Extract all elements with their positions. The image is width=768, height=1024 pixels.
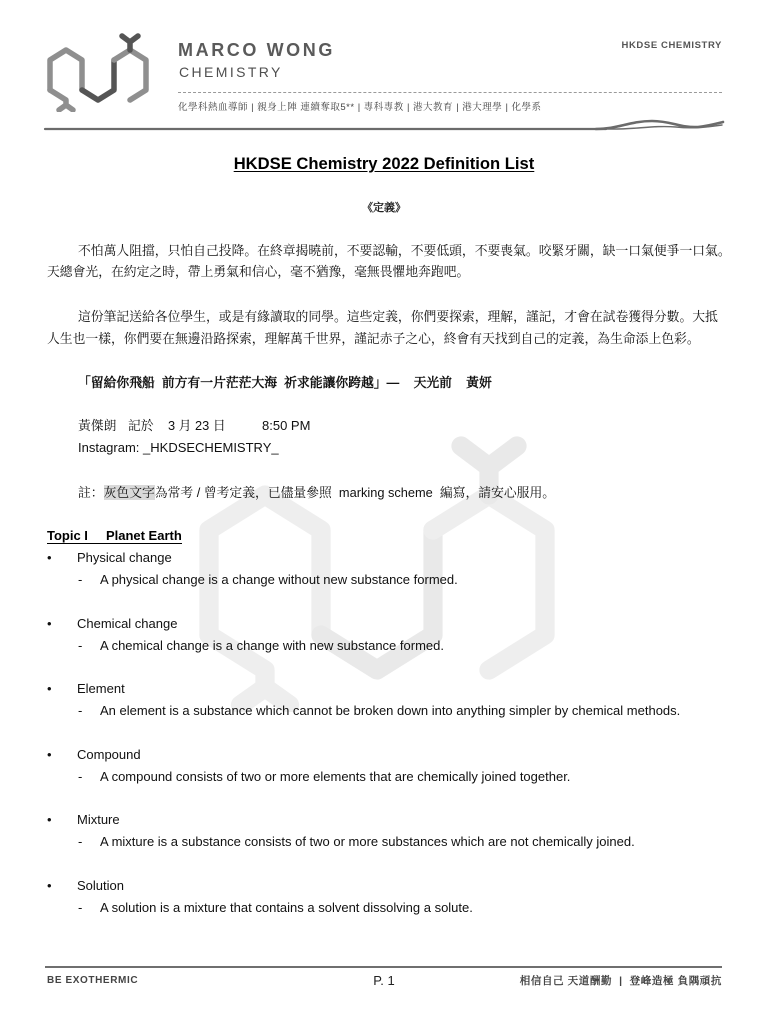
bullet-icon: •	[47, 877, 52, 893]
note-line	[78, 485, 555, 501]
dash-marker: -	[78, 899, 83, 915]
bullet-icon: •	[47, 550, 52, 565]
definition-text: A solution is a mixture that contains a solvent dissolving a solute.	[100, 899, 473, 915]
document-title: HKDSE Chemistry 2022 Definition List	[233, 154, 535, 173]
definition-item	[47, 812, 727, 850]
dash-marker: -	[78, 768, 83, 784]
bullet-icon: •	[47, 746, 52, 762]
signature-line	[78, 418, 378, 434]
dash-marker: -	[78, 834, 83, 850]
signature-author: 黃傑朗	[78, 418, 117, 433]
topic-label: Topic I	[47, 528, 88, 543]
brand-subtitle: CHEMISTRY	[179, 64, 283, 80]
dash-marker: -	[78, 637, 83, 653]
definition-row	[47, 834, 727, 850]
definition-row	[47, 769, 727, 785]
header-wave-divider	[0, 112, 768, 138]
topic-name: Planet Earth	[105, 528, 182, 543]
definition-row	[47, 572, 727, 588]
bullet-icon: •	[47, 615, 52, 631]
definition-list	[47, 550, 727, 944]
bullet-icon: •	[47, 681, 52, 697]
quote-line: 「留給你飛船 前方有一片茫茫大海 祈求能讓你跨越」— 天光前 黃妍	[78, 375, 492, 390]
intro-paragraph-2-line-1: 這份筆記送給各位學生，或是有緣讀取的同學。這些定義，你們要探索，理解，謹記，才會在試卷獲得分數。大抵	[78, 309, 718, 324]
dash-marker: -	[78, 703, 83, 719]
definition-item	[47, 878, 727, 916]
term: Physical change	[77, 550, 172, 565]
definition-text: A compound consists of two or more elements that are chemically joined together.	[100, 768, 571, 784]
footer-slogan: BE EXOTHERMIC	[47, 975, 139, 986]
term-row	[47, 550, 727, 566]
brand-name: MARCO WONG	[178, 40, 335, 60]
term: Compound	[77, 746, 141, 762]
header-tag: HKDSE CHEMISTRY	[621, 40, 722, 51]
definition-text: A physical change is a change without new substance formed.	[100, 572, 458, 587]
signature-time: 8:50 PM	[262, 418, 311, 433]
definition-text: A mixture is a substance consists of two or more substances which are not chemically joined.	[100, 834, 635, 850]
note-text: 為常考 / 曾考定義，已儘量參照 marking scheme 編寫，請安心服用。	[154, 485, 556, 500]
bullet-icon: •	[47, 812, 52, 828]
instagram-handle: Instagram: _HKDSECHEMISTRY_	[78, 440, 279, 455]
note-highlight: 灰色文字	[103, 485, 155, 500]
footer-motto: 相信自己 天道酬勤 | 登峰造極 負隅頑抗	[519, 975, 722, 987]
intro-paragraph-1-line-2: 天總會光，在約定之時，帶上勇氣和信心，毫不猶豫，毫無畏懼地奔跑吧。	[47, 264, 470, 279]
document-subtitle: 《定義》	[362, 202, 406, 214]
hexagon-molecule-logo-icon	[44, 32, 156, 112]
term: Solution	[77, 877, 124, 893]
header-dashed-divider	[178, 92, 722, 93]
note-prefix: 註：	[78, 485, 104, 500]
definition-row	[47, 703, 727, 719]
topic-heading	[47, 528, 182, 544]
term-row	[47, 616, 727, 632]
term: Element	[77, 681, 125, 697]
term: Mixture	[77, 812, 120, 828]
definition-text: A chemical change is a change with new substance formed.	[100, 637, 444, 653]
definition-row	[47, 900, 727, 916]
term-row	[47, 812, 727, 828]
intro-paragraph-2-line-2: 人生也一樣，你們要在無邊沿路探索，理解萬千世界，謹記赤子之心，終會有天找到自己的定義，為生命添上色彩。	[47, 331, 700, 346]
definition-item	[47, 747, 727, 785]
term-row	[47, 747, 727, 763]
term-row	[47, 878, 727, 894]
footer-divider	[45, 966, 722, 968]
term: Chemical change	[77, 615, 178, 631]
intro-paragraph-1-line-1: 不怕萬人阻擋，只怕自己投降。在終章揭曉前，不要認輸，不要低頭，不要喪氣。咬緊牙關，缺一口氣便爭一口氣。	[78, 243, 731, 258]
signature-label: 記於	[128, 418, 154, 433]
term-row	[47, 681, 727, 697]
dash-marker: -	[78, 572, 83, 587]
definition-item	[47, 550, 727, 588]
definition-item	[47, 681, 727, 719]
definition-item	[47, 616, 727, 654]
header-tagline: 化學科熱血導師 | 親身上陣 連續奪取5** | 專科專教 | 港大教育 | 港大理學 | 化學系	[178, 102, 542, 113]
signature-date: 3 月 23 日	[168, 418, 226, 433]
definition-row	[47, 638, 727, 654]
definition-text: An element is a substance which cannot be broken down into anything simpler by chemical methods.	[100, 703, 681, 719]
page-number: P. 1	[373, 973, 395, 988]
